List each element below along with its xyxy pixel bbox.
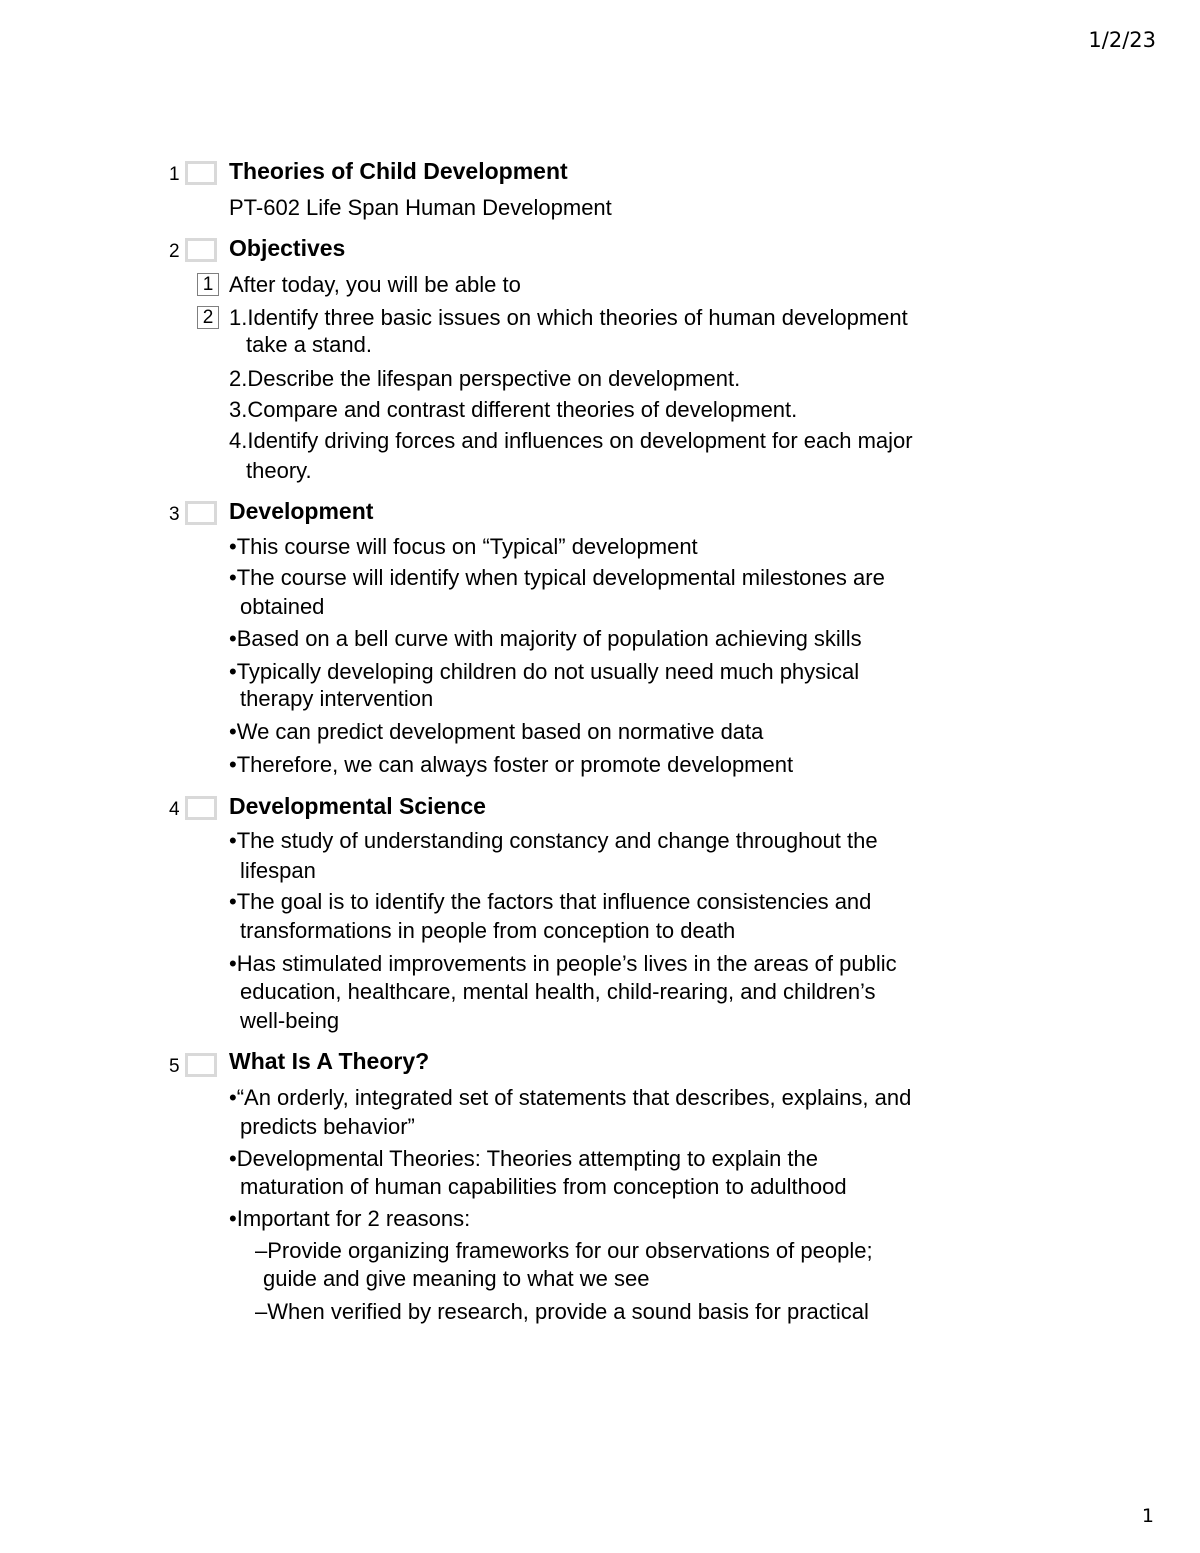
note-marker: 2 xyxy=(197,306,219,329)
bullet-item-cont: obtained xyxy=(240,594,325,619)
bullet-item: •Therefore, we can always foster or promote development xyxy=(229,752,794,777)
objective-line: 4.Identify driving forces and influences on development for each major xyxy=(229,428,913,453)
page-date: 1/2/23 xyxy=(1088,28,1156,52)
page-number: 1 xyxy=(1141,1505,1154,1527)
slide-title: Objectives xyxy=(229,235,346,261)
bullet-dot: • xyxy=(229,889,237,914)
slide-title: Development xyxy=(229,498,374,524)
slide-thumbnail-box[interactable] xyxy=(185,161,217,185)
bullet-dot: • xyxy=(229,828,237,853)
slide-title: Theories of Child Development xyxy=(229,158,568,184)
bullet-item: •Developmental Theories: Theories attempting to explain the xyxy=(229,1146,819,1171)
bullet-item-cont: transformations in people from conception to death xyxy=(240,918,736,943)
slide-thumbnail-box[interactable] xyxy=(185,1053,217,1077)
slide-title: Developmental Science xyxy=(229,793,486,819)
sub-bullet-item-cont: guide and give meaning to what we see xyxy=(263,1266,650,1291)
dash-marker: – xyxy=(255,1299,268,1324)
dash-marker: – xyxy=(255,1238,268,1263)
objective-line: 2.Describe the lifespan perspective on development. xyxy=(229,366,741,391)
slide-thumbnail-box[interactable] xyxy=(185,796,217,820)
slide-number: 2 xyxy=(169,241,180,262)
bullet-item: •Based on a bell curve with majority of population achieving skills xyxy=(229,626,862,651)
note-marker: 1 xyxy=(197,273,219,296)
slide-number: 4 xyxy=(169,799,180,820)
slide-subtitle: PT-602 Life Span Human Development xyxy=(229,195,612,220)
bullet-dot: • xyxy=(229,659,237,684)
bullet-dot: • xyxy=(229,951,237,976)
bullet-item-cont: well-being xyxy=(240,1008,340,1033)
slide-thumbnail-box[interactable] xyxy=(185,238,217,262)
bullet-item-cont: lifespan xyxy=(240,858,316,883)
objective-line: After today, you will be able to xyxy=(229,272,521,297)
bullet-item: •“An orderly, integrated set of statements that describes, explains, and xyxy=(229,1085,912,1110)
sub-bullet-item: –Provide organizing frameworks for our observations of people; xyxy=(255,1238,873,1263)
sub-bullet-item: –When verified by research, provide a sound basis for practical xyxy=(255,1299,869,1324)
bullet-item: •Typically developing children do not usually need much physical xyxy=(229,659,860,684)
bullet-dot: • xyxy=(229,626,237,651)
bullet-item: •The course will identify when typical developmental milestones are xyxy=(229,565,885,590)
bullet-item: •This course will focus on “Typical” development xyxy=(229,534,698,559)
objective-line: 1.Identify three basic issues on which theories of human development xyxy=(229,305,908,330)
objective-line-cont: take a stand. xyxy=(246,332,372,357)
bullet-item-cont: therapy intervention xyxy=(240,686,434,711)
slide-number: 3 xyxy=(169,504,180,525)
slide-title: What Is A Theory? xyxy=(229,1048,430,1074)
bullet-item: •The goal is to identify the factors that influence consistencies and xyxy=(229,889,872,914)
bullet-dot: • xyxy=(229,1085,237,1110)
slide-number: 1 xyxy=(169,164,180,185)
bullet-dot: • xyxy=(229,752,237,777)
slide-thumbnail-box[interactable] xyxy=(185,501,217,525)
bullet-dot: • xyxy=(229,534,237,559)
bullet-item-cont: predicts behavior” xyxy=(240,1114,415,1139)
objective-line-cont: theory. xyxy=(246,458,312,483)
bullet-item: •The study of understanding constancy and change throughout the xyxy=(229,828,878,853)
bullet-item: •Has stimulated improvements in people’s lives in the areas of public xyxy=(229,951,897,976)
slide-number: 5 xyxy=(169,1056,180,1077)
bullet-item: •We can predict development based on normative data xyxy=(229,719,764,744)
bullet-dot: • xyxy=(229,565,237,590)
bullet-item-cont: education, healthcare, mental health, child-rearing, and children’s xyxy=(240,979,876,1004)
objective-line: 3.Compare and contrast different theories of development. xyxy=(229,397,798,422)
bullet-dot: • xyxy=(229,1206,237,1231)
bullet-dot: • xyxy=(229,719,237,744)
bullet-item: •Important for 2 reasons: xyxy=(229,1206,471,1231)
bullet-dot: • xyxy=(229,1146,237,1171)
bullet-item-cont: maturation of human capabilities from conception to adulthood xyxy=(240,1174,847,1199)
